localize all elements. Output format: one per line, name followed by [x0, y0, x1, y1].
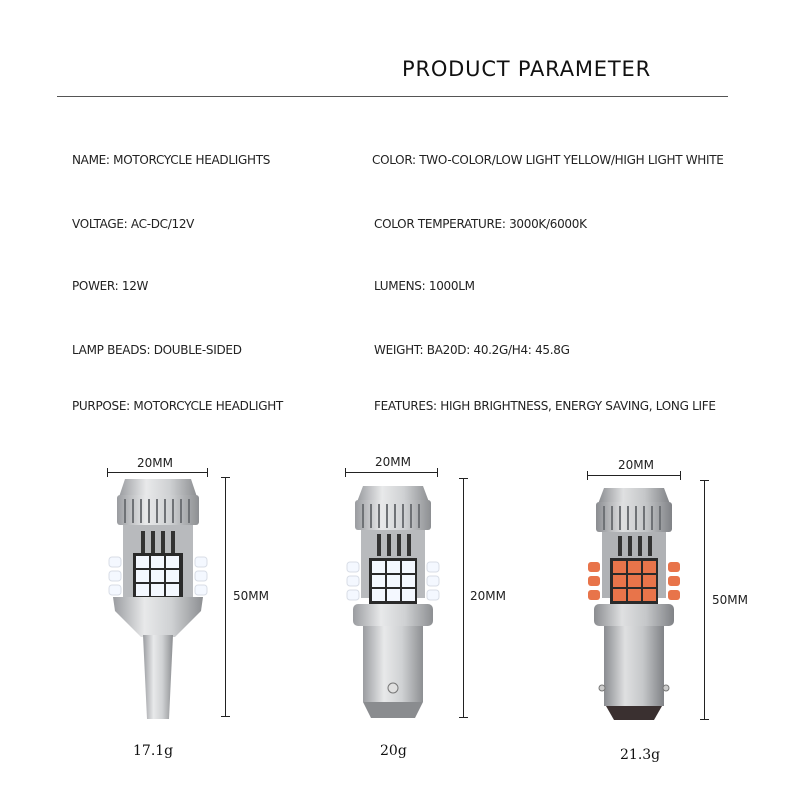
param-weight: WEIGHT: BA20D: 40.2G/H4: 45.8G: [374, 343, 570, 357]
bulb-1-height-label: 50MM: [233, 589, 269, 603]
param-color-temperature: COLOR TEMPERATURE: 3000K/6000K: [374, 217, 587, 231]
bulb-3-bayonet-dual-image: [584, 484, 684, 724]
param-lumens: LUMENS: 1000LM: [374, 279, 475, 293]
bulb-2-width-dimension: [345, 472, 438, 473]
param-color: COLOR: TWO-COLOR/LOW LIGHT YELLOW/HIGH LIGHT WHITE: [372, 153, 724, 167]
page-title: PRODUCT PARAMETER: [402, 57, 651, 81]
bulb-2-height-dimension: [463, 478, 464, 718]
bulb-3-weight: 21.3g: [620, 747, 661, 763]
bulb-3-width-label: 20MM: [618, 458, 654, 472]
bulb-1-height-dimension: [225, 477, 226, 717]
bulb-3-height-dimension: [704, 480, 705, 720]
bulb-2-weight: 20g: [380, 743, 407, 759]
bulb-3-width-dimension: [587, 475, 681, 476]
bulb-1-weight: 17.1g: [133, 743, 174, 759]
param-voltage: VOLTAGE: AC-DC/12V: [72, 217, 195, 231]
param-name: NAME: MOTORCYCLE HEADLIGHTS: [72, 153, 271, 167]
param-purpose: PURPOSE: MOTORCYCLE HEADLIGHT: [72, 399, 283, 413]
bulb-3-height-label: 50MM: [712, 593, 748, 607]
bulb-1-width-dimension: [107, 472, 208, 473]
bulb-2-width-label: 20MM: [375, 455, 411, 469]
bulb-1-width-label: 20MM: [137, 456, 173, 470]
title-divider: [57, 96, 728, 97]
param-features: FEATURES: HIGH BRIGHTNESS, ENERGY SAVING, LONG LIFE: [374, 399, 716, 413]
bulb-2-bayonet-image: [343, 482, 443, 722]
param-lamp-beads: LAMP BEADS: DOUBLE-SIDED: [72, 343, 242, 357]
bulb-1-wedge-image: [103, 475, 213, 725]
param-power: POWER: 12W: [72, 279, 149, 293]
bulb-2-height-label: 20MM: [470, 589, 506, 603]
